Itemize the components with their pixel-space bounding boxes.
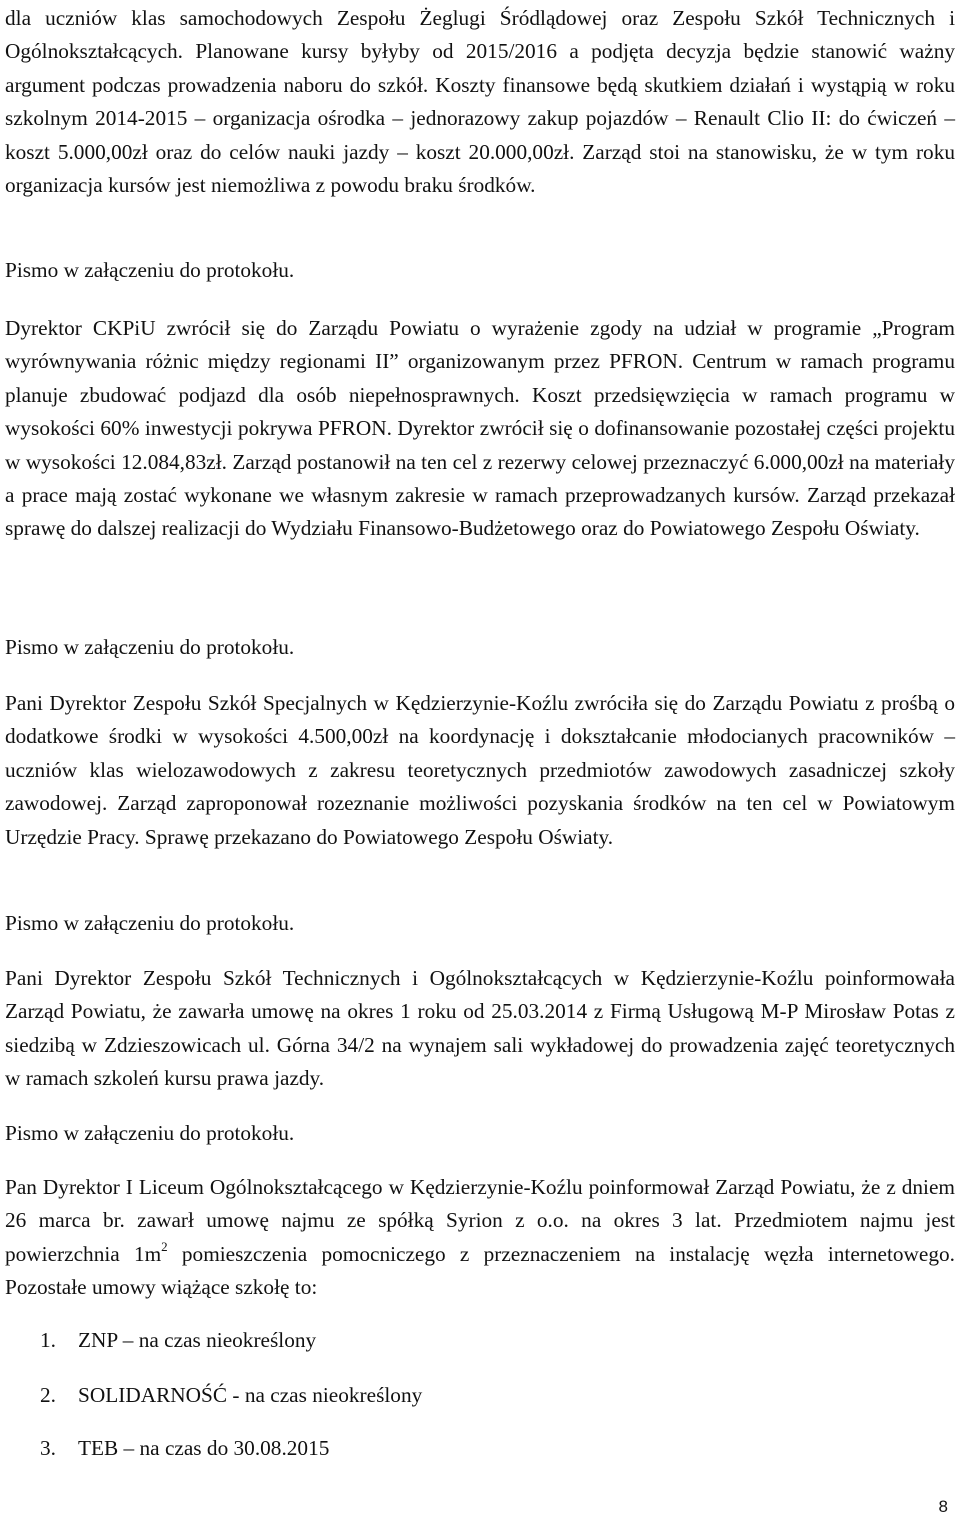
list-item — [40, 1324, 316, 1357]
lyceum-text-after: pomieszczenia pomocniczego z przeznaczeniem na instalację węzła internetowego. Pozostałe umowy wiążące szkołę to: — [5, 1241, 955, 1300]
list-text: SOLIDARNOŚĆ - na czas nieokreślony — [78, 1383, 423, 1407]
list-number: 3. — [40, 1436, 56, 1460]
list-item — [40, 1379, 422, 1412]
list-number: 2. — [40, 1383, 56, 1407]
paragraph-ckpiu-pfron: Dyrektor CKPiU zwrócił się do Zarządu Powiatu o wyrażenie zgody na udział w programie „Program wyrównywania różnic między regionami II” organizowanym przez PFRON. Centrum w ramach programu planuje zbudować podjazd dla osób niepełnosprawnych. Koszt przedsięwzięcia w ramach programu w wysokości 60% inwestycji pokrywa PFRON. Dyrektor zwrócił się o dofinansowanie pozostałej części projektu w wysokości 12.084,83zł. Zarząd postanowił na ten cel z rezerwy celowej przeznaczyć 6.000,00zł na materiały a prace mają zostać wykonane we własnym zakresie w ramach przeprowadzanych kursów. Zarząd przekazał sprawę do dalszej realizacji do Wydziału Finansowo-Budżetowego oraz do Powiatowego Zespołu Oświaty. — [5, 316, 955, 541]
page-number: 8 — [938, 1497, 948, 1516]
lyceum-text-before: Pan Dyrektor I Liceum Ogólnokształcącego w Kędzierzynie-Koźlu poinformował Zarząd Powiatu, że z dniem 26 marca br. zawarł umowę najmu ze spółką Syrion z o.o. na okres 3 lat. Przedmiotem najmu jest powierzchnia 1m — [5, 1175, 955, 1266]
paragraph-special-schools: Pani Dyrektor Zespołu Szkół Specjalnych w Kędzierzynie-Koźlu zwróciła się do Zarządu Powiatu z prośbą o dodatkowe środki w wysokości 4.500,00zł na koordynację i dokształcanie młodocianych pracowników – uczniów klas wielozawodowych z zakresu teoretycznych przedmiotów zawodowych zasadniczej szkoły zawodowej. Zarząd zaproponował rozeznanie możliwości pozyskania środków na ten cel w Powiatowym Urzędzie Pracy. Sprawę przekazano do Powiatowego Zespołu Oświaty. — [5, 691, 955, 849]
superscript-2: 2 — [161, 1238, 168, 1254]
paragraph-technical-school-lease: Pani Dyrektor Zespołu Szkół Technicznych i Ogólnokształcących w Kędzierzynie-Koźlu poinformowała Zarząd Powiatu, że zawarła umowę na okres 1 roku od 25.03.2014 z Firmą Usługową M-P Mirosław Potas z siedzibą w Zdzieszowicach ul. Górna 34/2 na wynajem sali wykładowej do prowadzenia zajęć teoretycznych w ramach szkoleń kursu prawa jazdy. — [5, 966, 955, 1091]
paragraph-driving-courses: dla uczniów klas samochodowych Zespołu Żeglugi Śródlądowej oraz Zespołu Szkół Technicznych i Ogólnokształcących. Planowane kursy byłyby od 2015/2016 a podjęta decyzja będzie stanowić ważny argument podczas prowadzenia naboru do szkół. Koszty finansowe będą skutkiem działań i wystąpią w roku szkolnym 2014-2015 – organizacja ośrodka – jednorazowy zakup pojazdów – Renault Clio II: do ćwiczeń – koszt 5.000,00zł oraz do celów nauki jazdy – koszt 20.000,00zł. Zarząd stoi na stanowisku, że w tym roku organizacja kursów jest niemożliwa z powodu braku środków. — [5, 6, 955, 198]
attachment-note: Pismo w załączeniu do protokołu. — [5, 258, 295, 282]
attachment-note: Pismo w załączeniu do protokołu. — [5, 635, 295, 659]
list-text: ZNP – na czas nieokreślony — [78, 1328, 317, 1352]
paragraph-lyceum-lease — [5, 1171, 955, 1305]
list-number: 1. — [40, 1328, 56, 1352]
list-text: TEB – na czas do 30.08.2015 — [78, 1436, 330, 1460]
list-item — [40, 1432, 329, 1465]
attachment-note: Pismo w załączeniu do protokołu. — [5, 1121, 295, 1145]
attachment-note: Pismo w załączeniu do protokołu. — [5, 911, 295, 935]
